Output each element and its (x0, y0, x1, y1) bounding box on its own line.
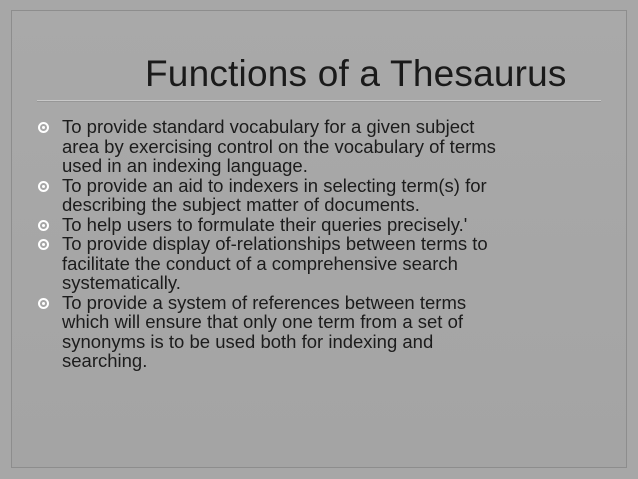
bullet-text: To provide an aid to indexers in selecting term(s) for describing the subject matter of documents. (62, 174, 487, 215)
slide-title: Functions of a Thesaurus (145, 53, 567, 94)
bullet-item (38, 176, 608, 215)
ring-bullet-icon (38, 220, 49, 231)
bullet-list (38, 117, 608, 371)
ring-bullet-icon (38, 181, 49, 192)
ring-bullet-icon (38, 122, 49, 133)
bullet-item (38, 117, 608, 176)
ring-bullet-icon (38, 298, 49, 309)
bullet-item (38, 234, 608, 293)
bullet-text: To provide a system of references between terms which will ensure that only one term from a set of synonyms is to be used both for indexing and searching. (62, 291, 467, 371)
bullet-text: To provide standard vocabulary for a given subject area by exercising control on the vocabulary of terms used in an indexing language. (62, 116, 496, 176)
ring-bullet-icon (38, 239, 49, 250)
title-divider (37, 100, 601, 101)
bullet-text: To help users to formulate their queries precisely.' (62, 213, 468, 235)
bullet-item (38, 293, 608, 371)
bullet-item (38, 215, 608, 235)
bullet-text: To provide display of-relationships between terms to facilitate the conduct of a comprehensive search systematically. (62, 233, 488, 293)
